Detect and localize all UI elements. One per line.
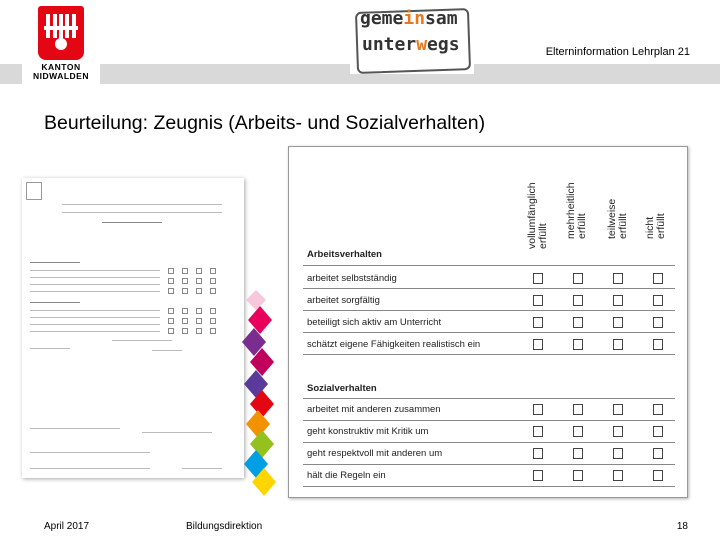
column-header: mehrheitlich erfüllt xyxy=(565,182,588,239)
footer-date: April 2017 xyxy=(44,521,90,532)
rating-checkbox[interactable] xyxy=(653,273,663,284)
rating-checkbox[interactable] xyxy=(573,339,583,350)
crest-icon xyxy=(38,6,84,60)
row-label: geht konstruktiv mit Kritik um xyxy=(307,426,429,437)
rating-checkbox[interactable] xyxy=(573,273,583,284)
kanton-logo xyxy=(22,6,100,82)
header-band-left xyxy=(0,64,22,84)
row-label: arbeitet selbstständig xyxy=(307,273,397,284)
stamp-line-2: unterwegs xyxy=(362,34,460,55)
gemeinsam-unterwegs-stamp xyxy=(350,4,474,74)
row-label: geht respektvoll mit anderen um xyxy=(307,448,443,459)
rating-checkbox[interactable] xyxy=(573,470,583,481)
header-subtitle: Elterninformation Lehrplan 21 xyxy=(545,46,690,58)
rating-checkbox[interactable] xyxy=(573,317,583,328)
rating-checkbox[interactable] xyxy=(533,317,543,328)
behaviour-form xyxy=(288,146,688,498)
rating-checkbox[interactable] xyxy=(653,295,663,306)
logo-text: KANTON NIDWALDEN xyxy=(33,62,89,81)
row-label: arbeitet sorgfältig xyxy=(307,295,380,306)
rating-checkbox[interactable] xyxy=(653,448,663,459)
rating-checkbox[interactable] xyxy=(573,295,583,306)
color-ribbon xyxy=(236,290,288,500)
row-label: schätzt eigene Fähigkeiten realistisch ein xyxy=(307,339,481,350)
column-header: teilweise erfüllt xyxy=(606,198,629,239)
section-title: Sozialverhalten xyxy=(307,383,377,394)
column-header: vollumfänglich erfüllt xyxy=(526,182,549,249)
rating-checkbox[interactable] xyxy=(613,448,623,459)
rating-checkbox[interactable] xyxy=(653,339,663,350)
rating-checkbox[interactable] xyxy=(653,470,663,481)
rating-checkbox[interactable] xyxy=(613,273,623,284)
rating-checkbox[interactable] xyxy=(533,448,543,459)
rating-checkbox[interactable] xyxy=(613,470,623,481)
rating-checkbox[interactable] xyxy=(533,295,543,306)
rating-checkbox[interactable] xyxy=(533,470,543,481)
stamp-line-1: gemeinsam xyxy=(360,8,458,29)
section-title: Arbeitsverhalten xyxy=(307,249,382,260)
rating-checkbox[interactable] xyxy=(613,426,623,437)
rating-checkbox[interactable] xyxy=(533,426,543,437)
thumb-logo-icon xyxy=(26,182,42,200)
rating-checkbox[interactable] xyxy=(533,404,543,415)
rating-checkbox[interactable] xyxy=(573,448,583,459)
row-label: arbeitet mit anderen zusammen xyxy=(307,404,441,415)
rating-checkbox[interactable] xyxy=(653,404,663,415)
rating-checkbox[interactable] xyxy=(573,426,583,437)
slide-title: Beurteilung: Zeugnis (Arbeits- und Sozialverhalten) xyxy=(44,112,486,134)
footer-department: Bildungsdirektion xyxy=(186,521,263,532)
page-number: 18 xyxy=(676,521,688,532)
rating-checkbox[interactable] xyxy=(533,273,543,284)
rating-checkbox[interactable] xyxy=(533,339,543,350)
rating-checkbox[interactable] xyxy=(573,404,583,415)
report-card-thumbnail xyxy=(22,178,244,478)
row-label: hält die Regeln ein xyxy=(307,470,386,481)
rating-checkbox[interactable] xyxy=(653,317,663,328)
rating-checkbox[interactable] xyxy=(613,317,623,328)
rating-checkbox[interactable] xyxy=(613,295,623,306)
rating-checkbox[interactable] xyxy=(613,404,623,415)
rating-checkbox[interactable] xyxy=(653,426,663,437)
row-label: beteiligt sich aktiv am Unterricht xyxy=(307,317,442,328)
column-header: nicht erfüllt xyxy=(644,213,667,239)
rating-checkbox[interactable] xyxy=(613,339,623,350)
